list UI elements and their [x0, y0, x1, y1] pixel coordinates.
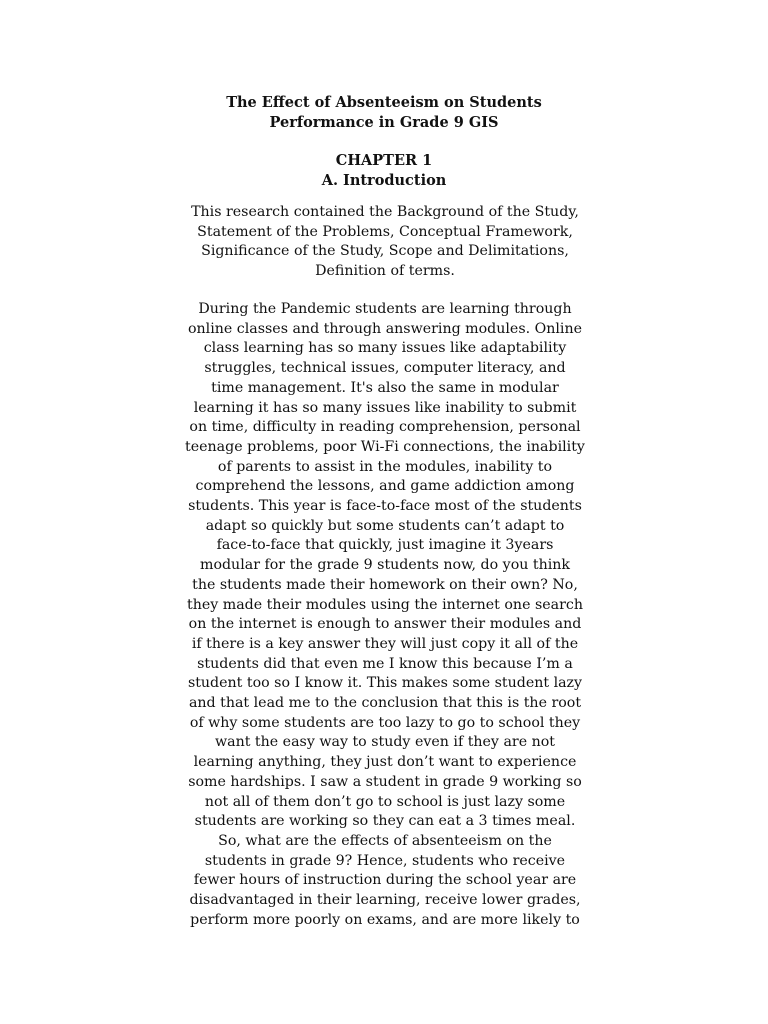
paragraph-background [140, 300, 630, 931]
paragraph-line: on the internet is enough to answer their modules and [188, 616, 582, 633]
paragraph-line: struggles, technical issues, computer literacy, and [204, 360, 566, 377]
paragraph-scope [140, 203, 630, 282]
paragraph-line: they made their modules using the internet one search [187, 596, 583, 613]
paragraph-line: learning anything, they just don’t want to experience [193, 754, 577, 771]
paragraph-line: face-to-face that quickly, just imagine it 3years [216, 537, 554, 554]
paragraph-line: online classes and through answering modules. Online [188, 320, 582, 337]
title-line: Performance in Grade 9 GIS [269, 113, 499, 131]
paragraph-line: So, what are the effects of absenteeism on the [218, 832, 552, 849]
paragraph-line: disadvantaged in their learning, receive lower grades, [189, 892, 581, 909]
paragraph-line: of parents to assist in the modules, inability to [217, 458, 553, 475]
paragraph-line: students. This year is face-to-face most of the students [188, 498, 582, 515]
paragraph-line: adapt so quickly but some students can’t adapt to [205, 517, 565, 534]
paragraph-line: some hardships. I saw a student in grade 9 working so [188, 773, 582, 790]
paragraph-line: time management. It's also the same in modular [211, 379, 559, 396]
paragraph-line: learning it has so many issues like inability to submit [193, 399, 577, 416]
paragraph-line: comprehend the lessons, and game addiction among [195, 478, 575, 495]
paragraph-line: of why some students are too lazy to go to school they [189, 714, 581, 731]
paragraph-line: on time, difficulty in reading comprehension, personal [189, 419, 581, 436]
paragraph-line: fewer hours of instruction during the school year are [193, 872, 577, 889]
section-heading: A. Introduction [321, 172, 447, 189]
paragraph-line: Statement of the Problems, Conceptual Framework, [197, 223, 573, 240]
document-title [0, 93, 768, 132]
title-line: The Effect of Absenteeism on Students [226, 94, 542, 111]
paragraph-line: Significance of the Study, Scope and Delimitations, [201, 243, 569, 260]
paragraph-line: class learning has so many issues like adaptability [203, 340, 567, 357]
paragraph-line: students in grade 9? Hence, students who receive [204, 852, 566, 869]
chapter-label: CHAPTER 1 [335, 152, 433, 169]
paragraph-line: teenage problems, poor Wi-Fi connections, the inability [185, 438, 585, 455]
chapter-heading [0, 151, 768, 191]
paragraph-line: students are working so they can eat a 3 times meal. [194, 813, 576, 830]
paragraph-line: perform more poorly on exams, and are more likely to [190, 911, 580, 928]
paragraph-line: not all of them don’t go to school is just lazy some [204, 793, 566, 810]
paragraph-line: want the easy way to study even if they are not [214, 734, 555, 751]
paragraph-line: student too so I know it. This makes some student lazy [187, 675, 583, 692]
paragraph-line: the students made their homework on their own? No, [192, 576, 578, 593]
paragraph-line: This research contained the Background of the Study, [191, 204, 579, 220]
paragraph-line: During the Pandemic students are learning through [198, 301, 572, 317]
paragraph-line: and that lead me to the conclusion that this is the root [188, 695, 582, 712]
paragraph-line: if there is a key answer they will just copy it all of the [191, 635, 579, 652]
paragraph-line: students did that even me I know this because I’m a [197, 655, 573, 672]
paragraph-line: modular for the grade 9 students now, do you think [199, 557, 570, 574]
paragraph-line: Definition of terms. [315, 263, 455, 280]
